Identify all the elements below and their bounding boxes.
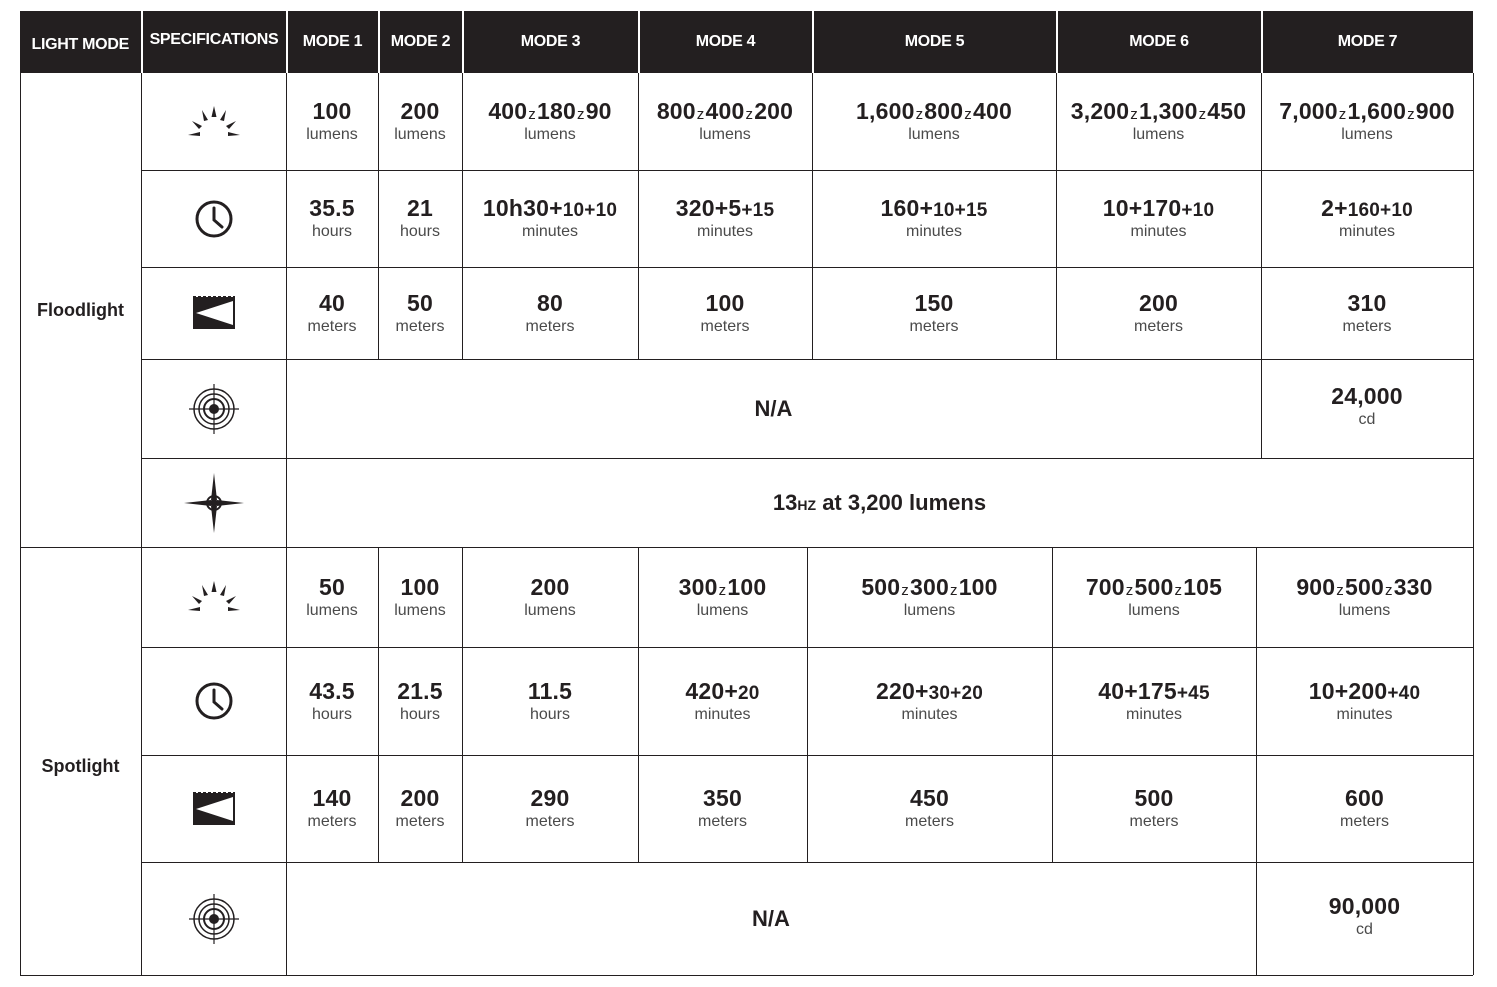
value-small: +10 [1181,200,1215,221]
cell-value [309,197,355,220]
value-main: 140 [312,785,352,811]
value-part: 450 [1207,98,1247,124]
value-part: 300 [678,573,718,600]
value-part: 900 [1415,98,1455,124]
grid-line-horizontal [141,359,286,360]
floodlight-brightness-mode-5 [812,73,1056,170]
light-burst-icon [141,73,286,170]
grid-line-vertical [807,755,808,862]
floodlight-label: Floodlight [37,299,124,320]
cell-value [488,100,611,123]
cell-value [407,289,433,316]
value-main: 200 [400,785,440,811]
value-small: +45 [1176,682,1210,704]
separator-glyph: z [745,106,754,123]
cell-unit: meters [307,317,357,335]
value-main: 220+ [876,677,929,704]
value-part: 7,000 [1279,98,1338,124]
grid-line-vertical [286,73,287,975]
grid-line-horizontal [141,267,1473,268]
floodlight-brightness-mode-2 [378,73,462,170]
separator-glyph: z [1125,581,1134,599]
cell-unit: hours [529,705,571,723]
spotlight-distance-mode-6 [1052,755,1256,862]
grid-line-vertical [812,267,813,359]
value-part: 50 [319,573,345,600]
cell-value [910,787,949,810]
value-part: 100 [312,98,352,124]
value-main: 10h30+ [482,195,563,221]
cell-value [313,787,352,810]
cell-value [1308,677,1421,704]
grid-line-horizontal [141,755,1473,756]
grid-line-vertical [1473,73,1474,975]
cell-unit: meters [1340,813,1389,830]
spotlight-runtime-mode-1 [286,647,378,755]
grid-line-horizontal [141,647,1473,648]
value-main: 450 [910,785,949,811]
spotlight-runtime-mode-7 [1256,647,1473,755]
cell-unit: minutes [694,705,751,723]
cell-unit: lumens [394,601,446,619]
value-part: 200 [754,98,794,124]
value-main: 160+ [880,195,934,221]
floodlight-runtime-mode-5 [812,170,1056,267]
value-main: 40+175 [1098,677,1177,704]
cell-value [1331,385,1403,408]
target-icon [141,862,286,975]
grid-line-vertical [1056,73,1057,170]
grid-line-vertical [638,647,639,755]
cell-value [703,787,742,810]
value-small: 10+10 [562,200,618,221]
cell-unit: cd [1358,411,1376,428]
grid-line-vertical [1052,647,1053,755]
cell-unit: minutes [1125,705,1183,723]
floodlight-runtime-mode-3 [462,170,638,267]
spotlight-runtime-mode-5 [807,647,1052,755]
cell-value [657,100,793,123]
grid-line-vertical [1056,170,1057,267]
cell-value [1329,895,1401,918]
separator-glyph: z [1174,581,1183,599]
value-small: 20 [738,682,760,704]
value-main: 2+ [1321,195,1348,221]
cell-unit: meters [1134,317,1183,335]
strobe-frequency-unit: HZ [797,496,817,513]
value-part: 1,300 [1139,98,1198,124]
cell-unit: lumens [524,601,576,619]
value-main: 310 [1347,289,1387,316]
cell-value [309,677,355,704]
spotlight-distance-mode-7 [1256,755,1473,862]
cell-unit: lumens [306,601,358,619]
cell-unit: hours [311,705,353,723]
cell-unit: lumens [903,601,956,619]
value-part: 180 [537,98,576,124]
value-main: 420+ [685,677,739,704]
cell-value [531,787,570,810]
cell-value [1279,100,1455,123]
value-part: 105 [1183,573,1223,600]
separator-glyph: z [949,581,958,599]
floodlight-runtime-mode-6 [1056,170,1261,267]
grid-line-vertical [812,73,813,170]
value-main: 21 [407,195,433,221]
value-main: 40 [319,289,345,316]
grid-line-vertical [807,647,808,755]
value-part: 330 [1393,573,1433,600]
header-mode-7: MODE 7 [1263,11,1473,73]
value-main: 600 [1345,785,1384,811]
spotlight-brightness-mode-1 [286,547,378,647]
floodlight-runtime-mode-4 [638,170,812,267]
spotlight-distance-mode-2 [378,755,462,862]
value-main: 100 [705,289,745,316]
value-main: 50 [407,289,433,316]
strobe-star-icon [141,458,286,547]
cell-value [397,677,443,704]
value-main: 350 [703,785,742,811]
value-part: 100 [400,573,440,600]
grid-line-horizontal [141,547,1473,548]
value-main: 35.5 [309,195,355,221]
separator-glyph: z [1338,106,1347,123]
cell-value [1321,197,1413,220]
cell-unit: lumens [306,126,358,143]
value-part: 500 [861,573,901,600]
cell-unit: hours [399,223,441,240]
floodlight-distance-mode-5 [812,267,1056,359]
cell-value [401,787,440,810]
cell-value [705,289,745,316]
value-part: 300 [910,573,949,600]
value-part: 200 [400,98,440,124]
beam-distance-icon [141,267,286,359]
grid-line-horizontal [141,359,1473,360]
value-main: 200 [1139,289,1178,316]
floodlight-runtime-mode-7 [1261,170,1473,267]
value-part: 90 [585,98,612,124]
value-main: 320+5 [675,195,742,221]
value-small: 10+15 [933,200,988,221]
grid-line-horizontal [20,547,141,548]
cell-unit: lumens [1338,601,1391,619]
cell-value [678,573,767,600]
cell-value [527,677,573,704]
beam-distance-icon [141,755,286,862]
value-part: 700 [1085,573,1125,600]
cell-unit: lumens [524,126,576,143]
value-main: 290 [530,785,570,811]
grid-line-vertical [812,170,813,267]
cell-unit: meters [905,813,954,830]
grid-line-vertical [462,647,463,755]
cell-value [530,573,570,600]
spotlight-runtime-mode-3 [462,647,638,755]
value-main: 150 [914,289,954,316]
spotlight-brightness-mode-5 [807,547,1052,647]
floodlight-distance-mode-2 [378,267,462,359]
grid-line-vertical [807,547,808,647]
value-part: 900 [1296,573,1336,600]
grid-line-vertical [20,73,21,975]
header-mode-5: MODE 5 [814,11,1056,73]
header-light-mode: LIGHT MODE [20,11,141,73]
grid-line-horizontal [141,458,1473,459]
spotlight-intensity-na: N/A [752,905,790,931]
value-small: +15 [741,200,775,221]
cell-unit: lumens [908,126,960,143]
floodlight-intensity-na: N/A [754,395,793,421]
header-mode-3: MODE 3 [464,11,638,73]
spotlight-intensity-mode-7 [1256,860,1473,973]
cell-unit: hours [399,705,441,723]
spotlight-runtime-mode-6 [1052,647,1256,755]
value-small: +40 [1387,682,1421,704]
grid-line-vertical [378,267,379,359]
header-mode-4: MODE 4 [640,11,812,73]
floodlight-distance-mode-1 [286,267,378,359]
floodlight-distance-mode-3 [462,267,638,359]
cell-value [1098,677,1210,704]
cell-value [400,573,440,600]
value-main: 10+200 [1308,677,1388,704]
cell-value [881,197,988,220]
cell-value [856,100,1012,123]
cell-unit: meters [700,317,750,335]
value-small: 30+20 [928,682,983,704]
cell-unit: meters [1342,317,1392,335]
cell-unit: minutes [1338,223,1396,240]
value-main: 90,000 [1328,893,1401,919]
floodlight-distance-mode-4 [638,267,812,359]
grid-line-vertical [462,755,463,862]
grid-line-vertical [638,267,639,359]
floodlight-strobe-text [286,458,1473,547]
spotlight-brightness-mode-3 [462,547,638,647]
grid-line-vertical [378,755,379,862]
cell-unit: lumens [696,601,749,619]
value-main: 500 [1134,785,1174,811]
cell-unit: cd [1356,921,1373,938]
grid-line-horizontal [141,170,1473,171]
header-mode-6: MODE 6 [1058,11,1261,73]
spotlight-brightness-mode-2 [378,547,462,647]
floodlight-distance-mode-7 [1261,267,1473,359]
header-mode-1: MODE 1 [288,11,378,73]
value-part: 100 [958,573,998,600]
cell-value [914,289,954,316]
grid-line-vertical [638,547,639,647]
header-specifications: SPECIFICATIONS [143,11,286,73]
cell-value [319,289,345,316]
grid-line-vertical [1256,647,1257,755]
separator-glyph: z [1130,106,1138,123]
cell-unit: meters [1129,813,1179,830]
floodlight-runtime-mode-2 [378,170,462,267]
value-main: 43.5 [309,677,355,704]
separator-glyph: z [964,106,972,123]
cell-unit: meters [698,813,747,830]
grid-line-vertical [638,755,639,862]
value-small: 160+10 [1347,200,1413,221]
value-part: 100 [727,573,767,600]
cell-unit: minutes [1130,223,1187,240]
cell-unit: meters [525,317,575,335]
cell-value [407,197,433,220]
grid-line-vertical [141,73,142,975]
spotlight-runtime-mode-2 [378,647,462,755]
cell-unit: minutes [905,223,963,240]
grid-line-vertical [378,73,379,170]
floodlight-distance-mode-6 [1056,267,1261,359]
value-part: 400 [488,98,528,124]
cell-unit: lumens [1341,126,1393,143]
cell-value [876,677,983,704]
grid-line-vertical [1052,755,1053,862]
separator-glyph: z [1198,106,1207,123]
light-burst-icon [141,547,286,647]
clock-icon [141,647,286,755]
floodlight-brightness-mode-1 [286,73,378,170]
spotlight-brightness-mode-7 [1256,547,1473,647]
separator-glyph: z [696,106,705,123]
separator-glyph: z [718,581,727,599]
cell-unit: minutes [1336,705,1393,723]
spotlight-label: Spotlight [41,755,120,776]
floodlight-brightness-mode-4 [638,73,812,170]
clock-icon [141,170,286,267]
separator-glyph: z [1336,581,1344,599]
spotlight-brightness-mode-4 [638,547,807,647]
cell-unit: meters [525,813,575,830]
spotlight-brightness-mode-6 [1052,547,1256,647]
separator-glyph: z [901,581,909,599]
cell-value [483,197,617,220]
value-part: 200 [530,573,570,600]
spotlight-distance-mode-4 [638,755,807,862]
value-main: 21.5 [397,677,443,704]
cell-value [401,100,440,123]
strobe-description: at 3,200 lumens [816,489,987,515]
value-part: 1,600 [1347,98,1407,124]
value-main: 11.5 [527,677,573,704]
value-main: 10+170 [1102,195,1182,221]
cell-value [313,100,352,123]
grid-line-vertical [462,73,463,170]
value-part: 800 [656,98,696,124]
grid-line-vertical [378,647,379,755]
cell-unit: hours [311,223,353,240]
cell-value [1103,197,1214,220]
spotlight-distance-mode-5 [807,755,1052,862]
grid-line-vertical [1261,267,1262,359]
grid-line-vertical [462,170,463,267]
cell-value [1085,573,1223,600]
cell-value [1139,289,1178,316]
cell-unit: minutes [696,223,754,240]
grid-line-vertical [378,547,379,647]
cell-unit: lumens [1132,126,1185,143]
separator-glyph: z [1407,106,1415,123]
grid-line-vertical [1056,267,1057,359]
cell-value [319,573,345,600]
value-part: 500 [1134,573,1174,600]
grid-line-vertical [462,267,463,359]
grid-line-vertical [378,170,379,267]
cell-value [1071,100,1247,123]
spotlight-runtime-mode-4 [638,647,807,755]
floodlight-brightness-mode-7 [1261,73,1473,170]
separator-glyph: z [915,106,924,123]
cell-value [861,573,998,600]
floodlight-brightness-mode-3 [462,73,638,170]
cell-value [1345,787,1384,810]
cell-unit: lumens [394,126,446,143]
floodlight-intensity-mode-7 [1261,357,1473,456]
value-part: 500 [1345,573,1384,600]
grid-line-horizontal [141,862,1473,863]
floodlight-runtime-mode-1 [286,170,378,267]
cell-unit: minutes [521,223,579,240]
grid-line-vertical [1052,547,1053,647]
value-part: 400 [705,98,745,124]
grid-line-vertical [1256,862,1257,975]
target-icon [141,359,286,458]
value-main: 80 [537,289,563,316]
cell-value [1347,289,1387,316]
cell-value [685,677,760,704]
value-part: 3,200 [1070,98,1130,124]
cell-value [676,197,774,220]
grid-line-vertical [1261,359,1262,458]
header-mode-2: MODE 2 [380,11,462,73]
strobe-frequency: 13 [772,489,798,515]
grid-line-vertical [1256,547,1257,647]
spotlight-distance-mode-3 [462,755,638,862]
value-part: 1,600 [856,98,915,124]
grid-line-vertical [1261,73,1262,170]
cell-unit: lumens [699,126,751,143]
separator-glyph: z [576,106,585,123]
floodlight-brightness-mode-6 [1056,73,1261,170]
value-part: 400 [972,98,1012,124]
separator-glyph: z [1384,581,1393,599]
spotlight-distance-mode-1 [286,755,378,862]
grid-line-vertical [462,547,463,647]
cell-unit: meters [909,317,959,335]
cell-value [1135,787,1174,810]
value-main: 24,000 [1331,383,1403,409]
grid-line-vertical [638,170,639,267]
separator-glyph: z [528,106,536,123]
cell-value [1296,573,1433,600]
strobe-line [772,489,987,515]
cell-unit: meters [307,813,357,830]
cell-unit: meters [395,813,445,830]
cell-value [537,289,563,316]
cell-unit: lumens [1128,601,1180,619]
grid-line-vertical [1261,170,1262,267]
value-part: 800 [924,98,964,124]
cell-unit: meters [395,317,445,335]
grid-line-vertical [1256,755,1257,862]
grid-line-horizontal [20,975,1473,976]
grid-line-vertical [638,73,639,170]
cell-unit: minutes [901,705,958,723]
